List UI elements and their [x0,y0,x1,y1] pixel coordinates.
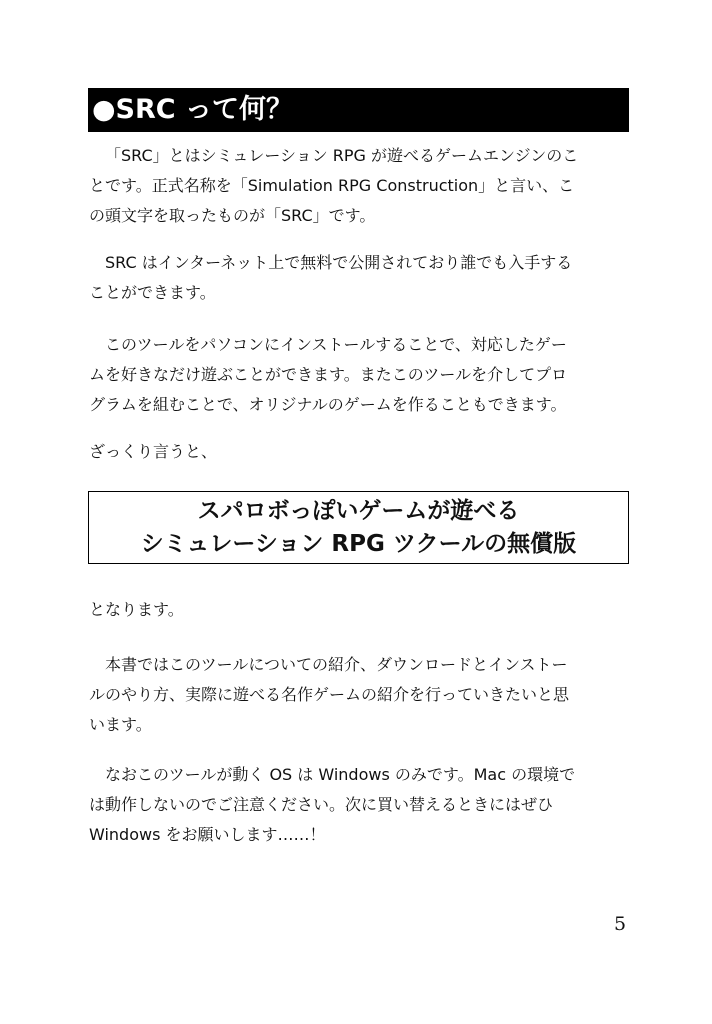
text-line: このツールをパソコンにインストールすることで、対応したゲー [105,335,567,354]
text-line: います。 [89,715,152,734]
text-line: ざっくり言うと、 [89,442,218,461]
text-line: となります。 [89,600,184,619]
paragraph-becomes [89,595,631,625]
callout-line: スパロボっぽいゲームが遊べる [197,498,520,524]
paragraph-book-contents [89,650,631,740]
text-line: グラムを組むことで、オリジナルのゲームを作ることもできます。 [89,395,567,414]
callout-line: シミュレーション RPG ツクールの無償版 [140,531,577,557]
text-line: 「SRC」とはシミュレーション RPG が遊べるゲームエンジンのこ [105,146,579,165]
text-line: SRC はインターネット上で無料で公開されており誰でも入手する [105,253,573,272]
text-line: なおこのツールが動く OS は Windows のみです。Mac の環境で [105,765,576,784]
paragraph-windows-only [89,760,631,850]
text-line: ことができます。 [89,283,216,302]
page-number: 5 [613,913,627,935]
paragraph-what-is-src [89,141,631,231]
text-line: の頭文字を取ったものが「SRC」です。 [89,206,376,225]
text-line: Windows をお願いします……！ [89,825,326,844]
text-line: ムを好きなだけ遊ぶことができます。またこのツールを介してプロ [89,365,568,384]
text-line: 本書ではこのツールについての紹介、ダウンロードとインストー [105,655,568,674]
summary-callout-box [88,491,629,564]
text-line: とです。正式名称を「Simulation RPG Construction」と言い、こ [89,176,575,195]
text-line: ルのやり方、実際に遊べる名作ゲームの紹介を行っていきたいと思 [89,685,570,704]
text-line: は動作しないのでご注意ください。次に買い替えるときにはぜひ [89,795,554,814]
paragraph-in-short [89,437,631,467]
paragraph-free-availability [89,248,631,308]
section-heading: ●SRC って何？ [88,88,629,132]
paragraph-install-and-play [89,330,631,420]
